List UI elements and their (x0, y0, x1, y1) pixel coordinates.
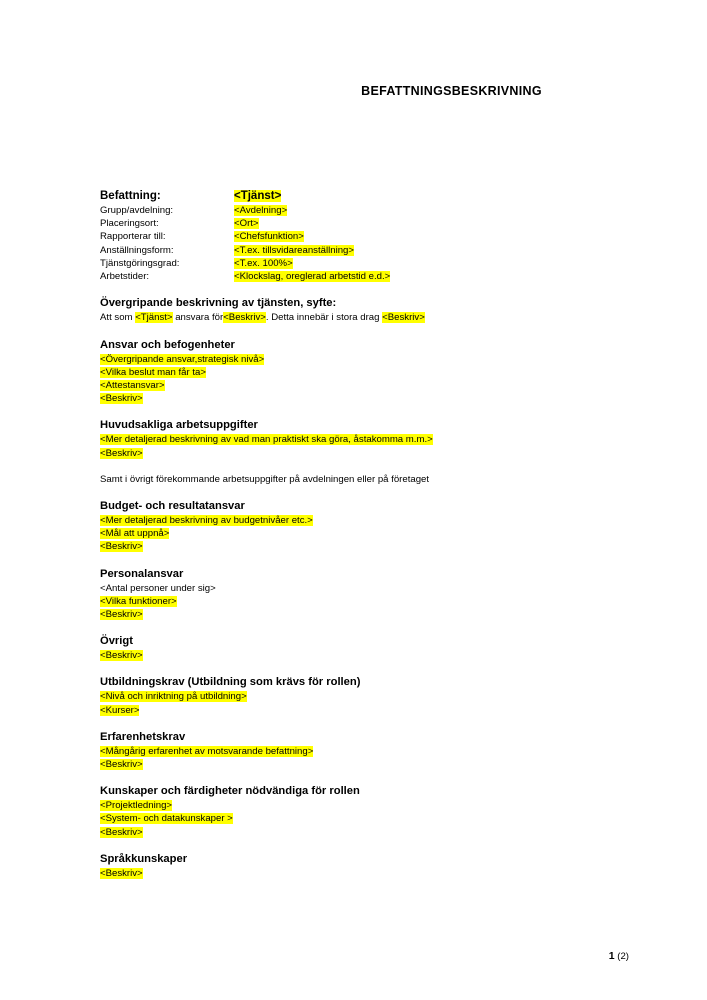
section-line-text: <Övergripande ansvar,strategisk nivå> (100, 353, 265, 365)
page-title: BEFATTNINGSBESKRIVNING (361, 84, 542, 98)
section-line-text: <Attestansvar> (100, 380, 165, 392)
footer-page-number: 1 (608, 950, 615, 962)
page-footer (0, 950, 707, 962)
job-meta-value (234, 217, 390, 230)
document-section (100, 418, 620, 486)
section-line-text: <Beskriv> (100, 609, 143, 621)
section-line-text: <Beskriv> (100, 393, 143, 405)
document-section (100, 567, 620, 622)
section-line (100, 379, 620, 392)
section-line (100, 704, 620, 717)
section-line (100, 758, 620, 771)
section-paragraph (100, 311, 620, 324)
job-meta-label: Befattning: (100, 190, 161, 202)
section-line (100, 527, 620, 540)
job-meta-label: Anställningsform: (100, 244, 174, 256)
footer-page-total: (2) (617, 951, 629, 962)
section-line-text: <Kurser> (100, 704, 140, 716)
job-meta-row (100, 204, 390, 217)
document-section (100, 730, 620, 771)
section-line (100, 745, 620, 758)
section-line (100, 447, 620, 460)
section-line-text: <Beskriv> (100, 447, 143, 459)
section-heading: Erfarenhetskrav (100, 730, 186, 743)
job-meta-table (100, 188, 390, 283)
document-section (100, 499, 620, 554)
paragraph-fragment: <Beskriv> (382, 312, 425, 324)
document-sections (100, 296, 620, 880)
section-line-text: <Beskriv> (100, 541, 143, 553)
job-meta-label: Arbetstider: (100, 271, 150, 283)
job-meta-value-text: <Tjänst> (234, 190, 282, 202)
job-meta-label: Tjänstgöringsgrad: (100, 257, 180, 269)
job-meta-value (234, 244, 390, 257)
job-meta-label: Rapporterar till: (100, 231, 166, 243)
document-section (100, 338, 620, 406)
section-heading: Huvudsakliga arbetsuppgifter (100, 419, 258, 432)
job-meta-value-text: <Avdelning> (234, 205, 288, 216)
section-line (100, 582, 620, 595)
job-meta-value (234, 257, 390, 270)
section-line (100, 392, 620, 405)
job-meta-value (234, 204, 390, 217)
job-meta-value-text: <T.ex. tillsvidareanställning> (234, 244, 354, 256)
section-line-text: <Beskriv> (100, 759, 143, 771)
paragraph-fragment: <Beskriv> (223, 312, 266, 324)
blank-line (100, 460, 620, 473)
section-line-text: <Mer detaljerad beskrivning av vad man praktiskt ska göra, åstakomma m.m.> (100, 434, 433, 446)
paragraph-fragment: <Tjänst> (135, 312, 173, 324)
section-line (100, 812, 620, 825)
section-line (100, 867, 620, 880)
job-meta-label: Placeringsort: (100, 218, 159, 230)
section-line-text: <Beskriv> (100, 826, 143, 838)
section-line (100, 608, 620, 621)
job-meta-value-text: <T.ex. 100%> (234, 257, 293, 269)
job-meta-value (234, 270, 390, 283)
job-meta-row (100, 257, 390, 270)
section-line-text: <Beskriv> (100, 867, 143, 879)
section-line (100, 514, 620, 527)
section-line-text: <System- och datakunskaper > (100, 813, 233, 825)
job-meta-row (100, 230, 390, 243)
section-line-text: <Vilka funktioner> (100, 595, 177, 607)
section-line (100, 366, 620, 379)
section-line-text: <Mål att uppnå> (100, 528, 170, 540)
job-meta-row (100, 244, 390, 257)
section-line-text: <Vilka beslut man får ta> (100, 366, 206, 378)
section-heading: Övergripande beskrivning av tjänsten, syfte: (100, 297, 337, 310)
section-heading: Kunskaper och färdigheter nödvändiga för rollen (100, 785, 360, 798)
document-section (100, 296, 620, 324)
document-section (100, 852, 620, 880)
document-body (100, 188, 620, 880)
paragraph-fragment: . Detta innebär i stora drag (265, 312, 383, 324)
section-line-text: <Nivå och inriktning på utbildning> (100, 691, 247, 703)
section-heading: Personalansvar (100, 567, 184, 580)
section-line-text: <Beskriv> (100, 650, 143, 662)
section-heading: Utbildningskrav (Utbildning som krävs för rollen) (100, 676, 361, 689)
section-line (100, 690, 620, 703)
job-meta-value-text: <Chefsfunktion> (234, 231, 304, 243)
job-meta-label: Grupp/avdelning: (100, 205, 174, 216)
section-line-text: Samt i övrigt förekommande arbetsuppgifter på avdelningen eller på företaget (100, 473, 430, 485)
job-meta-rows (100, 188, 390, 283)
section-heading: Ansvar och befogenheter (100, 338, 235, 351)
section-line (100, 433, 620, 446)
job-meta-row (100, 270, 390, 283)
section-line (100, 799, 620, 812)
section-line-text: <Antal personer under sig> (100, 582, 216, 594)
document-section (100, 634, 620, 662)
section-line-text: <Mer detaljerad beskrivning av budgetnivåer etc.> (100, 515, 313, 527)
paragraph-fragment: ansvara för (172, 312, 224, 324)
section-heading: Budget- och resultatansvar (100, 500, 245, 513)
job-meta-value (234, 230, 390, 243)
job-meta-row (100, 188, 390, 204)
section-line (100, 649, 620, 662)
section-line (100, 826, 620, 839)
section-heading: Övrigt (100, 635, 133, 648)
document-section (100, 784, 620, 839)
section-line-text: <Mångårig erfarenhet av motsvarande befattning> (100, 745, 314, 757)
section-line (100, 473, 620, 486)
job-meta-row (100, 217, 390, 230)
section-line-text: <Projektledning> (100, 800, 173, 812)
job-meta-value (234, 188, 390, 204)
section-line (100, 353, 620, 366)
section-line (100, 595, 620, 608)
document-section (100, 675, 620, 716)
job-meta-value-text: <Ort> (234, 218, 259, 230)
section-heading: Språkkunskaper (100, 852, 188, 865)
paragraph-fragment: Att som (100, 312, 136, 324)
job-meta-value-text: <Klockslag, oreglerad arbetstid e.d.> (234, 271, 391, 283)
section-line (100, 540, 620, 553)
